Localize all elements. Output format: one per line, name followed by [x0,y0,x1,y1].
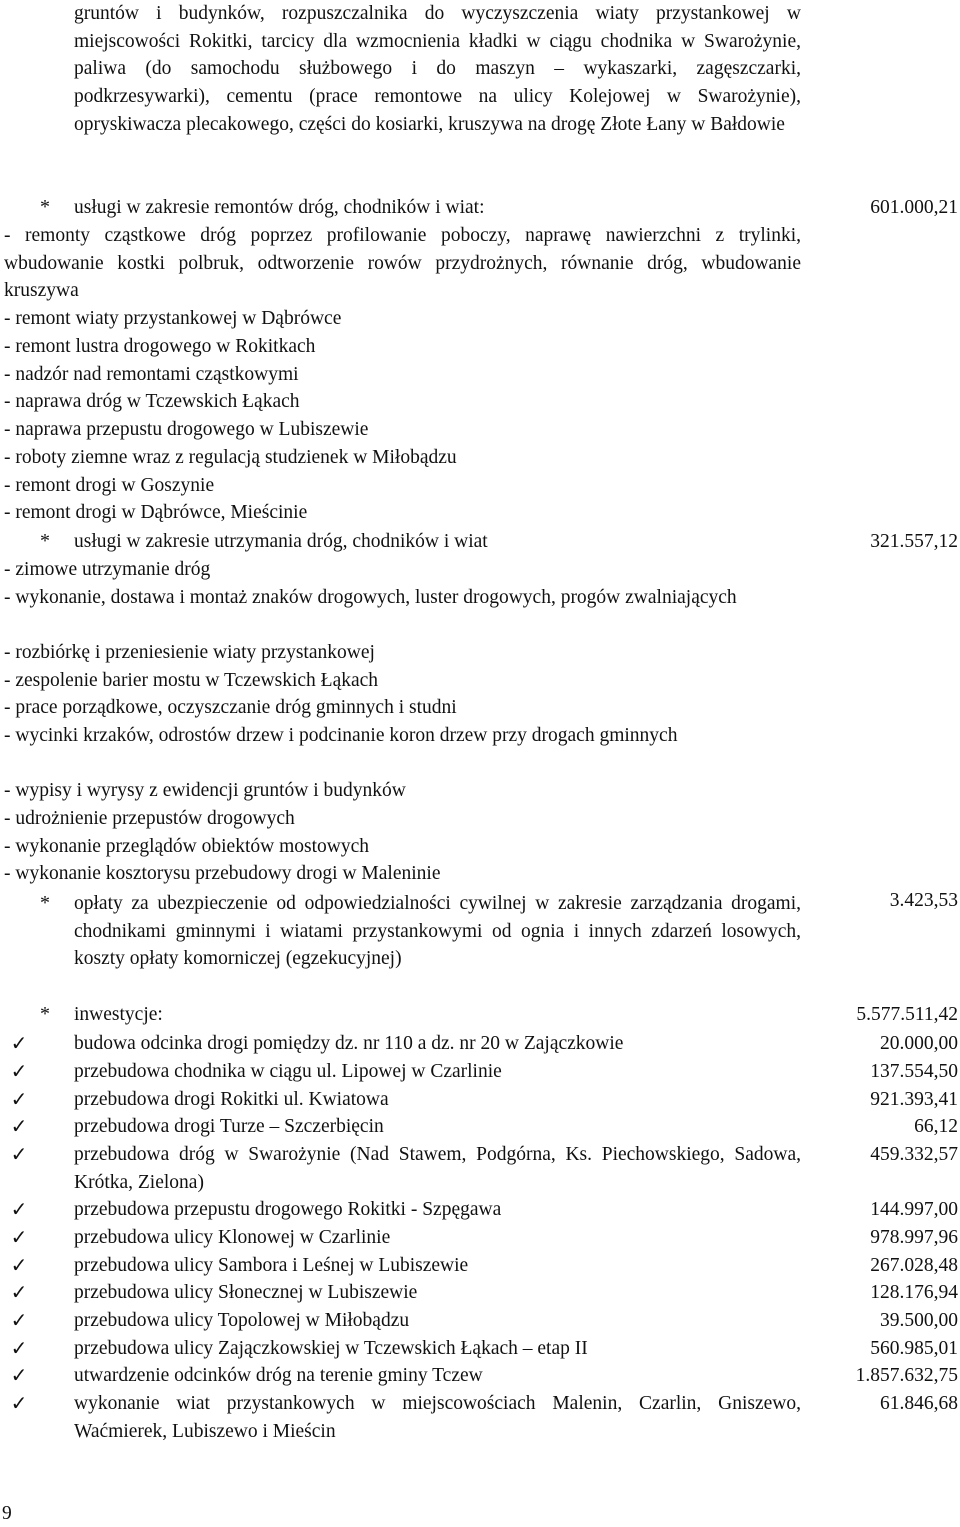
utrzymanie-detail-text: - wykonanie przeglądów obiektów mostowych [4,836,369,857]
investment-amount: 39.500,00 [880,1310,958,1331]
remonty-detail-text: - remont drogi w Goszynie [4,475,215,496]
remonty-detail-text: - naprawa przepustu drogowego w Lubiszewie [4,419,369,440]
investment-amount: 61.846,68 [880,1393,958,1414]
utrzymanie-detail-text: - prace porządkowe, oczyszczanie dróg gminnych i studni [4,697,457,718]
investment-amount: 978.997,96 [870,1227,958,1248]
remonty-detail-text: - remont wiaty przystankowej w Dąbrówce [4,308,342,329]
utrzymanie-detail-text: - udrożnienie przepustów drogowych [4,808,295,829]
investment-label: przebudowa drogi Turze – Szczerbięcin [74,1116,384,1137]
investment-label: przebudowa przepustu drogowego Rokitki - Szpęgawa [74,1199,502,1220]
remonty-detail-text: - roboty ziemne wraz z regulacją studzienek w Miłobądzu [4,447,457,468]
utrzymanie-detail-text: - zimowe utrzymanie dróg [4,559,211,580]
investment-amount: 1.857.632,75 [855,1365,958,1386]
checkmark-icon: ✓ [10,1114,28,1138]
asterisk-bullet-icon: * [40,530,50,552]
asterisk-bullet-icon: * [40,1003,50,1025]
section-utrzymanie-amount: 321.557,12 [870,531,958,552]
utrzymanie-detail-text: - wycinki krzaków, odrostów drzew i podcinanie koron drzew przy drogach gminnych [4,725,678,746]
investment-amount: 267.028,48 [870,1255,958,1276]
utrzymanie-detail-text: - wykonanie, dostawa i montaż znaków drogowych, luster drogowych, progów zwalniających [4,587,737,608]
asterisk-bullet-icon: * [40,196,50,218]
investment-label: przebudowa dróg w Swarożynie (Nad Stawem, Podgórna, Ks. Piechowskiego, Sadowa, Krótka, Zielona) [74,1144,801,1193]
section-ubezpieczenie-amount: 3.423,53 [889,890,958,911]
checkmark-icon: ✓ [10,1391,28,1415]
investment-label: przebudowa drogi Rokitki ul. Kwiatowa [74,1089,389,1110]
investment-label: wykonanie wiat przystankowych w miejscowościach Malenin, Czarlin, Gniszewo, Waćmierek, Lubiszewo i Mieścin [74,1393,801,1442]
utrzymanie-detail-text: - zespolenie barier mostu w Tczewskich Łąkach [4,670,379,691]
utrzymanie-detail-text: - wypisy i wyrysy z ewidencji gruntów i budynków [4,780,406,801]
section-remonty-label: usługi w zakresie remontów dróg, chodników i wiat: [74,197,485,218]
remonty-detail-text: - remont lustra drogowego w Rokitkach [4,336,316,357]
checkmark-icon: ✓ [10,1308,28,1332]
intro-paragraph: gruntów i budynków, rozpuszczalnika do wyczyszczenia wiaty przystankowej w miejscowości Rokitki, tarcicy dla wzmocnienia kładki w ciągu chodnika w Swarożynie, paliwa (do samochodu służbowego i do maszyn – wykaszarki, zagęszczarki, podkrzesywarki), cementu (prace remontowe na ulicy Kolejowej w Swarożynie), opryskiwacza plecakowego, części do kosiarki, kruszywa na drogę Złote Łany w Bałdowie [74,3,801,135]
checkmark-icon: ✓ [10,1059,28,1083]
section-utrzymanie-label: usługi w zakresie utrzymania dróg, chodników i wiat [74,531,488,552]
investment-label: przebudowa chodnika w ciągu ul. Lipowej w Czarlinie [74,1061,502,1082]
page-number: 9 [2,1503,12,1524]
investment-amount: 560.985,01 [870,1338,958,1359]
investment-label: przebudowa ulicy Topolowej w Miłobądzu [74,1310,410,1331]
checkmark-icon: ✓ [10,1336,28,1360]
investment-amount: 137.554,50 [870,1061,958,1082]
checkmark-icon: ✓ [10,1280,28,1304]
checkmark-icon: ✓ [10,1197,28,1221]
checkmark-icon: ✓ [10,1087,28,1111]
checkmark-icon: ✓ [10,1363,28,1387]
investment-label: przebudowa ulicy Zajączkowskiej w Tczewskich Łąkach – etap II [74,1338,588,1359]
checkmark-icon: ✓ [10,1225,28,1249]
investment-label: utwardzenie odcinków dróg na terenie gminy Tczew [74,1365,483,1386]
section-ubezpieczenie-label: opłaty za ubezpieczenie od odpowiedzialności cywilnej w zakresie zarządzania drogami, chodnikami gminnymi i wiatami przystankowymi od ognia i innych zdarzeń losowych, koszty opłaty komorniczej (egzekucyjnej) [74,893,801,970]
investment-amount: 128.176,94 [870,1282,958,1303]
investment-amount: 459.332,57 [870,1144,958,1165]
remonty-detail-text: - remonty cząstkowe dróg poprzez profilowanie poboczy, naprawę nawierzchni z trylinki, wbudowanie kostki polbruk, odtworzenie rowów przydrożnych, równanie dróg, wbudowanie kruszywa [4,225,801,302]
investment-amount: 144.997,00 [870,1199,958,1220]
investment-label: przebudowa ulicy Klonowej w Czarlinie [74,1227,391,1248]
investment-amount: 921.393,41 [870,1089,958,1110]
utrzymanie-detail-text: - wykonanie kosztorysu przebudowy drogi w Maleninie [4,863,441,884]
remonty-detail-text: - remont drogi w Dąbrówce, Mieścinie [4,502,308,523]
section-inwestycje-label: inwestycje: [74,1004,163,1025]
investment-amount: 66,12 [914,1116,958,1137]
investment-amount: 20.000,00 [880,1033,958,1054]
investment-label: przebudowa ulicy Sambora i Leśnej w Lubiszewie [74,1255,469,1276]
remonty-detail-text: - nadzór nad remontami cząstkowymi [4,364,299,385]
remonty-detail-text: - naprawa dróg w Tczewskich Łąkach [4,391,300,412]
checkmark-icon: ✓ [10,1253,28,1277]
investment-label: budowa odcinka drogi pomiędzy dz. nr 110 a dz. nr 20 w Zajączkowie [74,1033,624,1054]
section-remonty-amount: 601.000,21 [870,197,958,218]
asterisk-bullet-icon: * [40,892,50,914]
checkmark-icon: ✓ [10,1142,28,1166]
checkmark-icon: ✓ [10,1031,28,1055]
utrzymanie-detail-text: - rozbiórkę i przeniesienie wiaty przystankowej [4,642,375,663]
investment-label: przebudowa ulicy Słonecznej w Lubiszewie [74,1282,418,1303]
section-inwestycje-amount: 5.577.511,42 [856,1004,958,1025]
